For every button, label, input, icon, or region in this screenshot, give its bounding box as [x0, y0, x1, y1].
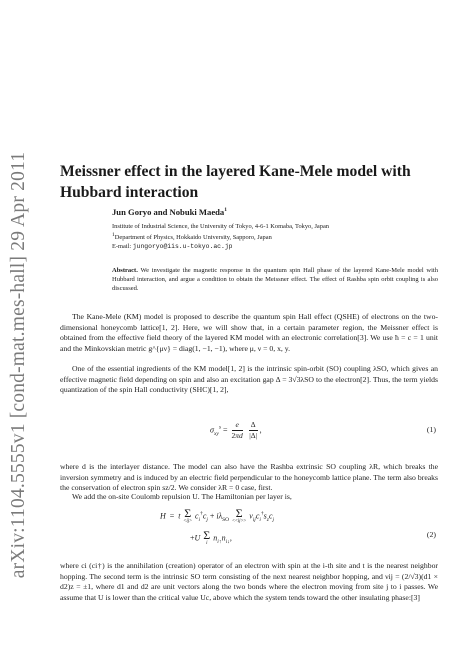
- affiliations: [112, 222, 442, 242]
- email-address[interactable]: jungoryo@iis.u-tokyo.ac.jp: [132, 243, 233, 250]
- body-paragraph-3: where d is the interlayer distance. The model can also have the Rashba extrinsic SO coupling λR, which breaks the inversion symmetry and is induced by an electric field perpendicular to the honeycomb lattice plane. The term also breaks the conservation of electron spin sz/2. We consider λR = 0 case, first.: [60, 462, 438, 492]
- affiliation-2: Department of Physics, Hokkaido University, Sapporo, Japan: [114, 234, 272, 242]
- arxiv-side-stamp: [6, 130, 32, 600]
- paper-title: Meissner effect in the layered Kane-Mele model with Hubbard interaction: [60, 163, 411, 201]
- affiliation-2-row: 1Department of Physics, Hokkaido University, Sapporo, Japan: [112, 232, 272, 242]
- equation-1-body: $\sigma_{xy}^s$ = $\frac{e}{2\pi d}$ $\frac{\Delta}{|\Delta|}$ ,: [210, 420, 262, 440]
- body-paragraph-2: One of the essential ingredients of the KM model[1, 2] is the intrinsic spin-orbit (SO) coupling λSO, which gives an effective magnetic field depending on spin and also an excitation gap Δ = 3√3λSO to the electron[2]. Thus, the term yields quantization of the spin Hall conductivity (SHC)[1, 2],: [60, 364, 438, 394]
- body-paragraph-4: We add the on-site Coulomb repulsion U. The Hamiltonian per layer is,: [72, 492, 292, 501]
- equation-1-number: (1): [426, 425, 436, 434]
- equation-2: [60, 502, 438, 554]
- equation-1: [60, 414, 438, 448]
- body-paragraph-1: The Kane-Mele (KM) model is proposed to describe the quantum spin Hall effect (QSHE) of electrons on the two-dimensional honeycomb lattice[1, 2]. Here, we will show that, in a certain parameter region, the Meissner effect is obtained from the effective field theory of the layered KM model with an electronic correlation[3]. We use ħ = c = 1 unit and the Minkovskian metric g^{μν} = diag(1, −1, −1), where μ, ν = 0, x, y.: [60, 312, 438, 353]
- body-paragraph-5: where ci (ci†) is the annihilation (creation) operator of an electron with spin at the i-th site and t is the nearest neighbor hopping. The second term is the intrinsic SO term consisting of the next nearest neighbor hopping, and νij = (2/√3)(d1 × d2)z = ±1, where d1 and d2 are unit vectors along the two bonds where the electron moving from site j to i passes. We assume that U is lower than the critical value Uc, above which the system tends toward the other insulating phase:[3]: [60, 561, 438, 602]
- abstract: [112, 266, 438, 293]
- arxiv-identifier: arXiv:1104.5555v1 [cond-mat.mes-hall] 29 Apr 2011: [8, 151, 29, 579]
- email-label: E-mail:: [112, 243, 132, 250]
- abstract-label: Abstract.: [112, 267, 138, 274]
- equation-2-number: (2): [426, 530, 436, 539]
- author-list: Jun Goryo and Nobuki Maeda$^1$: [112, 207, 227, 217]
- equation-2-line-2: +U Σ i $n_{i↑}n_{i↓}$,: [190, 528, 232, 546]
- affiliation-1: Institute of Industrial Science, the University of Tokyo, 4-6-1 Komaba, Tokyo, Japan: [112, 223, 329, 230]
- author-names: Jun Goryo and Nobuki Maeda: [112, 207, 225, 217]
- abstract-text: We investigate the magnetic response in the quantum spin Hall phase of the layered Kane-Mele model with Hubbard interaction, and argue a condition to obtain the Meissner effect. The effect of Rashba spin orbit coupling is also discussed.: [112, 267, 438, 292]
- equation-2-line-1: H = t Σ <ij> $c_i^\dagger c_j + i\lambda_{SO}$ Σ <<ij>> $\nu_{ij}c_i^\dagger s_zc_j$: [160, 506, 275, 524]
- email-line: [112, 243, 442, 250]
